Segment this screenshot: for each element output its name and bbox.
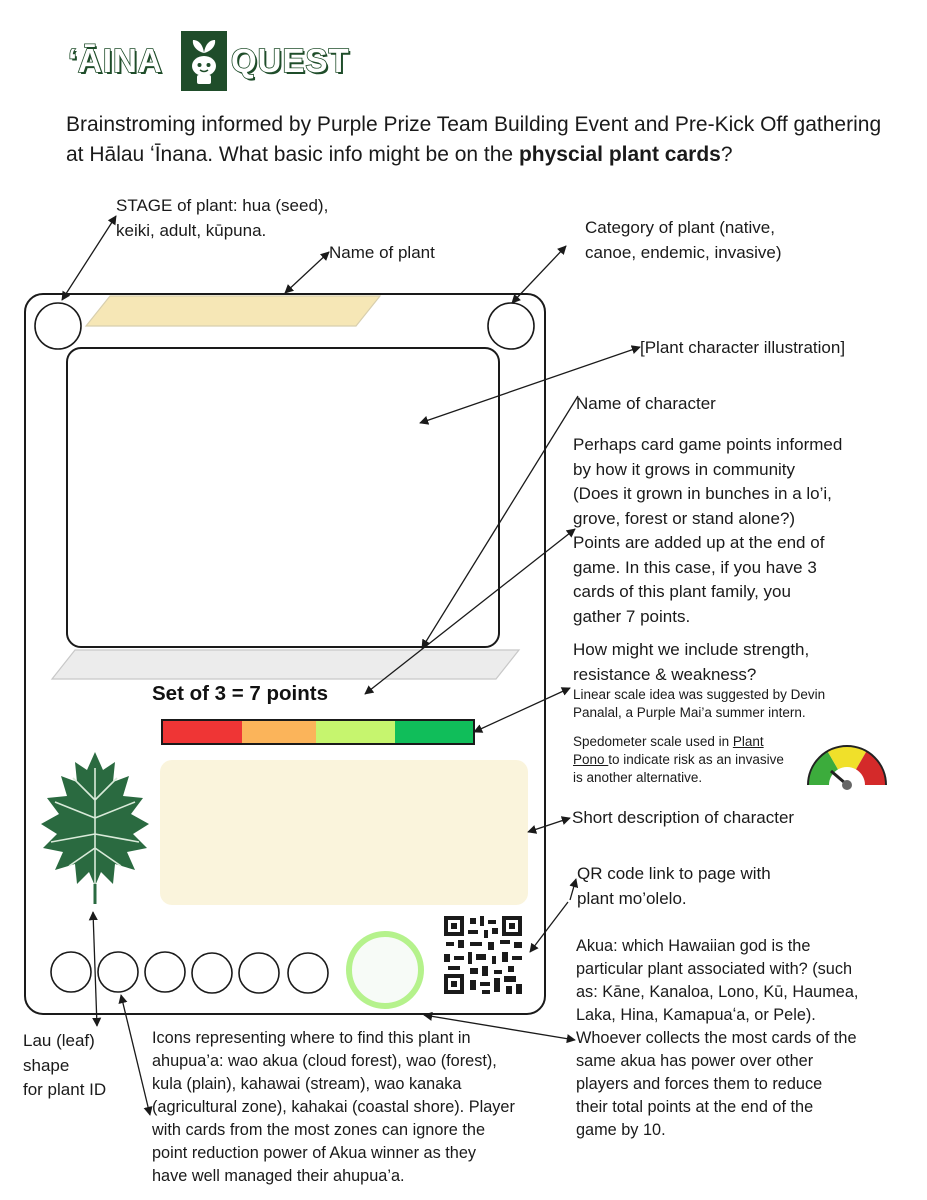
zone-icon-circle [145, 952, 185, 992]
category-circle [488, 303, 534, 349]
note-stage: STAGE of plant: hua (seed), keiki, adult, kūpuna. [116, 196, 329, 240]
heading-text: Brainstroming informed by Purple Prize Team Building Event and Pre-Kick Off gathering at Hālau ʻĪnana. What basic info might be on the [66, 113, 882, 166]
plant-pono-link-continued[interactable]: Pono [573, 752, 609, 767]
note-name-of-plant: Name of plant [329, 243, 435, 262]
note-akua: Akua: which Hawaiian god is the particular plant associated with? (such as: Kāne, Kanaloa, Lono, Kū, Haumea, Laka, Hina, Kamapuaʻa, or Pele). Whoever collects the most cards of the same akua has power over other players and forces them to reduce their total points at the end of the game by 10. [576, 937, 859, 1139]
zone-icon-circle [288, 953, 328, 993]
speedometer-text-2: to indicate risk as an invasive [608, 752, 784, 767]
note-qr: QR code link to page with plant mo’olelo. [577, 864, 771, 908]
note-category: Category of plant (native, canoe, endemic, invasive) [585, 218, 782, 262]
speedometer-gauge-icon [808, 746, 886, 790]
note-illustration: [Plant character illustration] [640, 338, 846, 357]
arrow-qr-note [570, 879, 576, 900]
speedometer-text-3: is another alternative. [573, 770, 703, 785]
zone-icon-circle [239, 953, 279, 993]
description-box [160, 760, 528, 905]
logo-right-word: QUEST [231, 42, 350, 79]
note-speedometer [573, 733, 813, 787]
note-name-of-character: Name of character [576, 394, 716, 413]
heading-question-mark: ? [720, 143, 733, 166]
card-points-label: Set of 3 = 7 points [152, 682, 328, 705]
note-points: Perhaps card game points informed by how it grows in community (Does it grown in bunches in a lo’i, grove, forest or stand alone?) Points are added up at the end of game. In this case, if you have 3 cards of this plant family, you gather 7 points. [573, 435, 843, 626]
note-linear-scale: Linear scale idea was suggested by Devin Panalal, a Purple Mai’a summer intern. [573, 687, 826, 720]
note-strength-question: How might we include strength, resistance & weakness? [573, 640, 810, 684]
akua-ring [349, 934, 421, 1006]
arrow-stage [62, 216, 116, 300]
zone-icon-circle [51, 952, 91, 992]
note-lau-leaf: Lau (leaf) shape for plant ID [23, 1031, 107, 1099]
speedometer-text: Spedometer scale used in [573, 734, 733, 749]
arrow-category [512, 246, 566, 303]
note-short-description: Short description of character [572, 808, 795, 827]
zone-icon-circle [192, 953, 232, 993]
linear-strength-scale [162, 720, 474, 744]
illustration-frame [67, 348, 499, 647]
zone-icon-circle [98, 952, 138, 992]
arrow-name-of-plant [285, 252, 329, 293]
stage-circle [35, 303, 81, 349]
character-name-banner [52, 650, 519, 679]
heading-bold-text: physcial plant cards [518, 143, 721, 166]
note-zone-icons: Icons representing where to find this plant in ahupua’a: wao akua (cloud forest), wao (forest), kula (plain), kahawai (stream), wao kanaka (agricultural zone), kahakai (coastal shore). Player with cards from the most zones can ignore the point reduction power of Akua winner as they have well managed their ahupua’a. [152, 1029, 515, 1185]
logo-okina: ʻ [68, 42, 79, 79]
plant-pono-link[interactable]: Plant [732, 734, 764, 749]
logo-left-word: ĀINA [78, 42, 163, 79]
plant-name-banner [86, 296, 380, 326]
